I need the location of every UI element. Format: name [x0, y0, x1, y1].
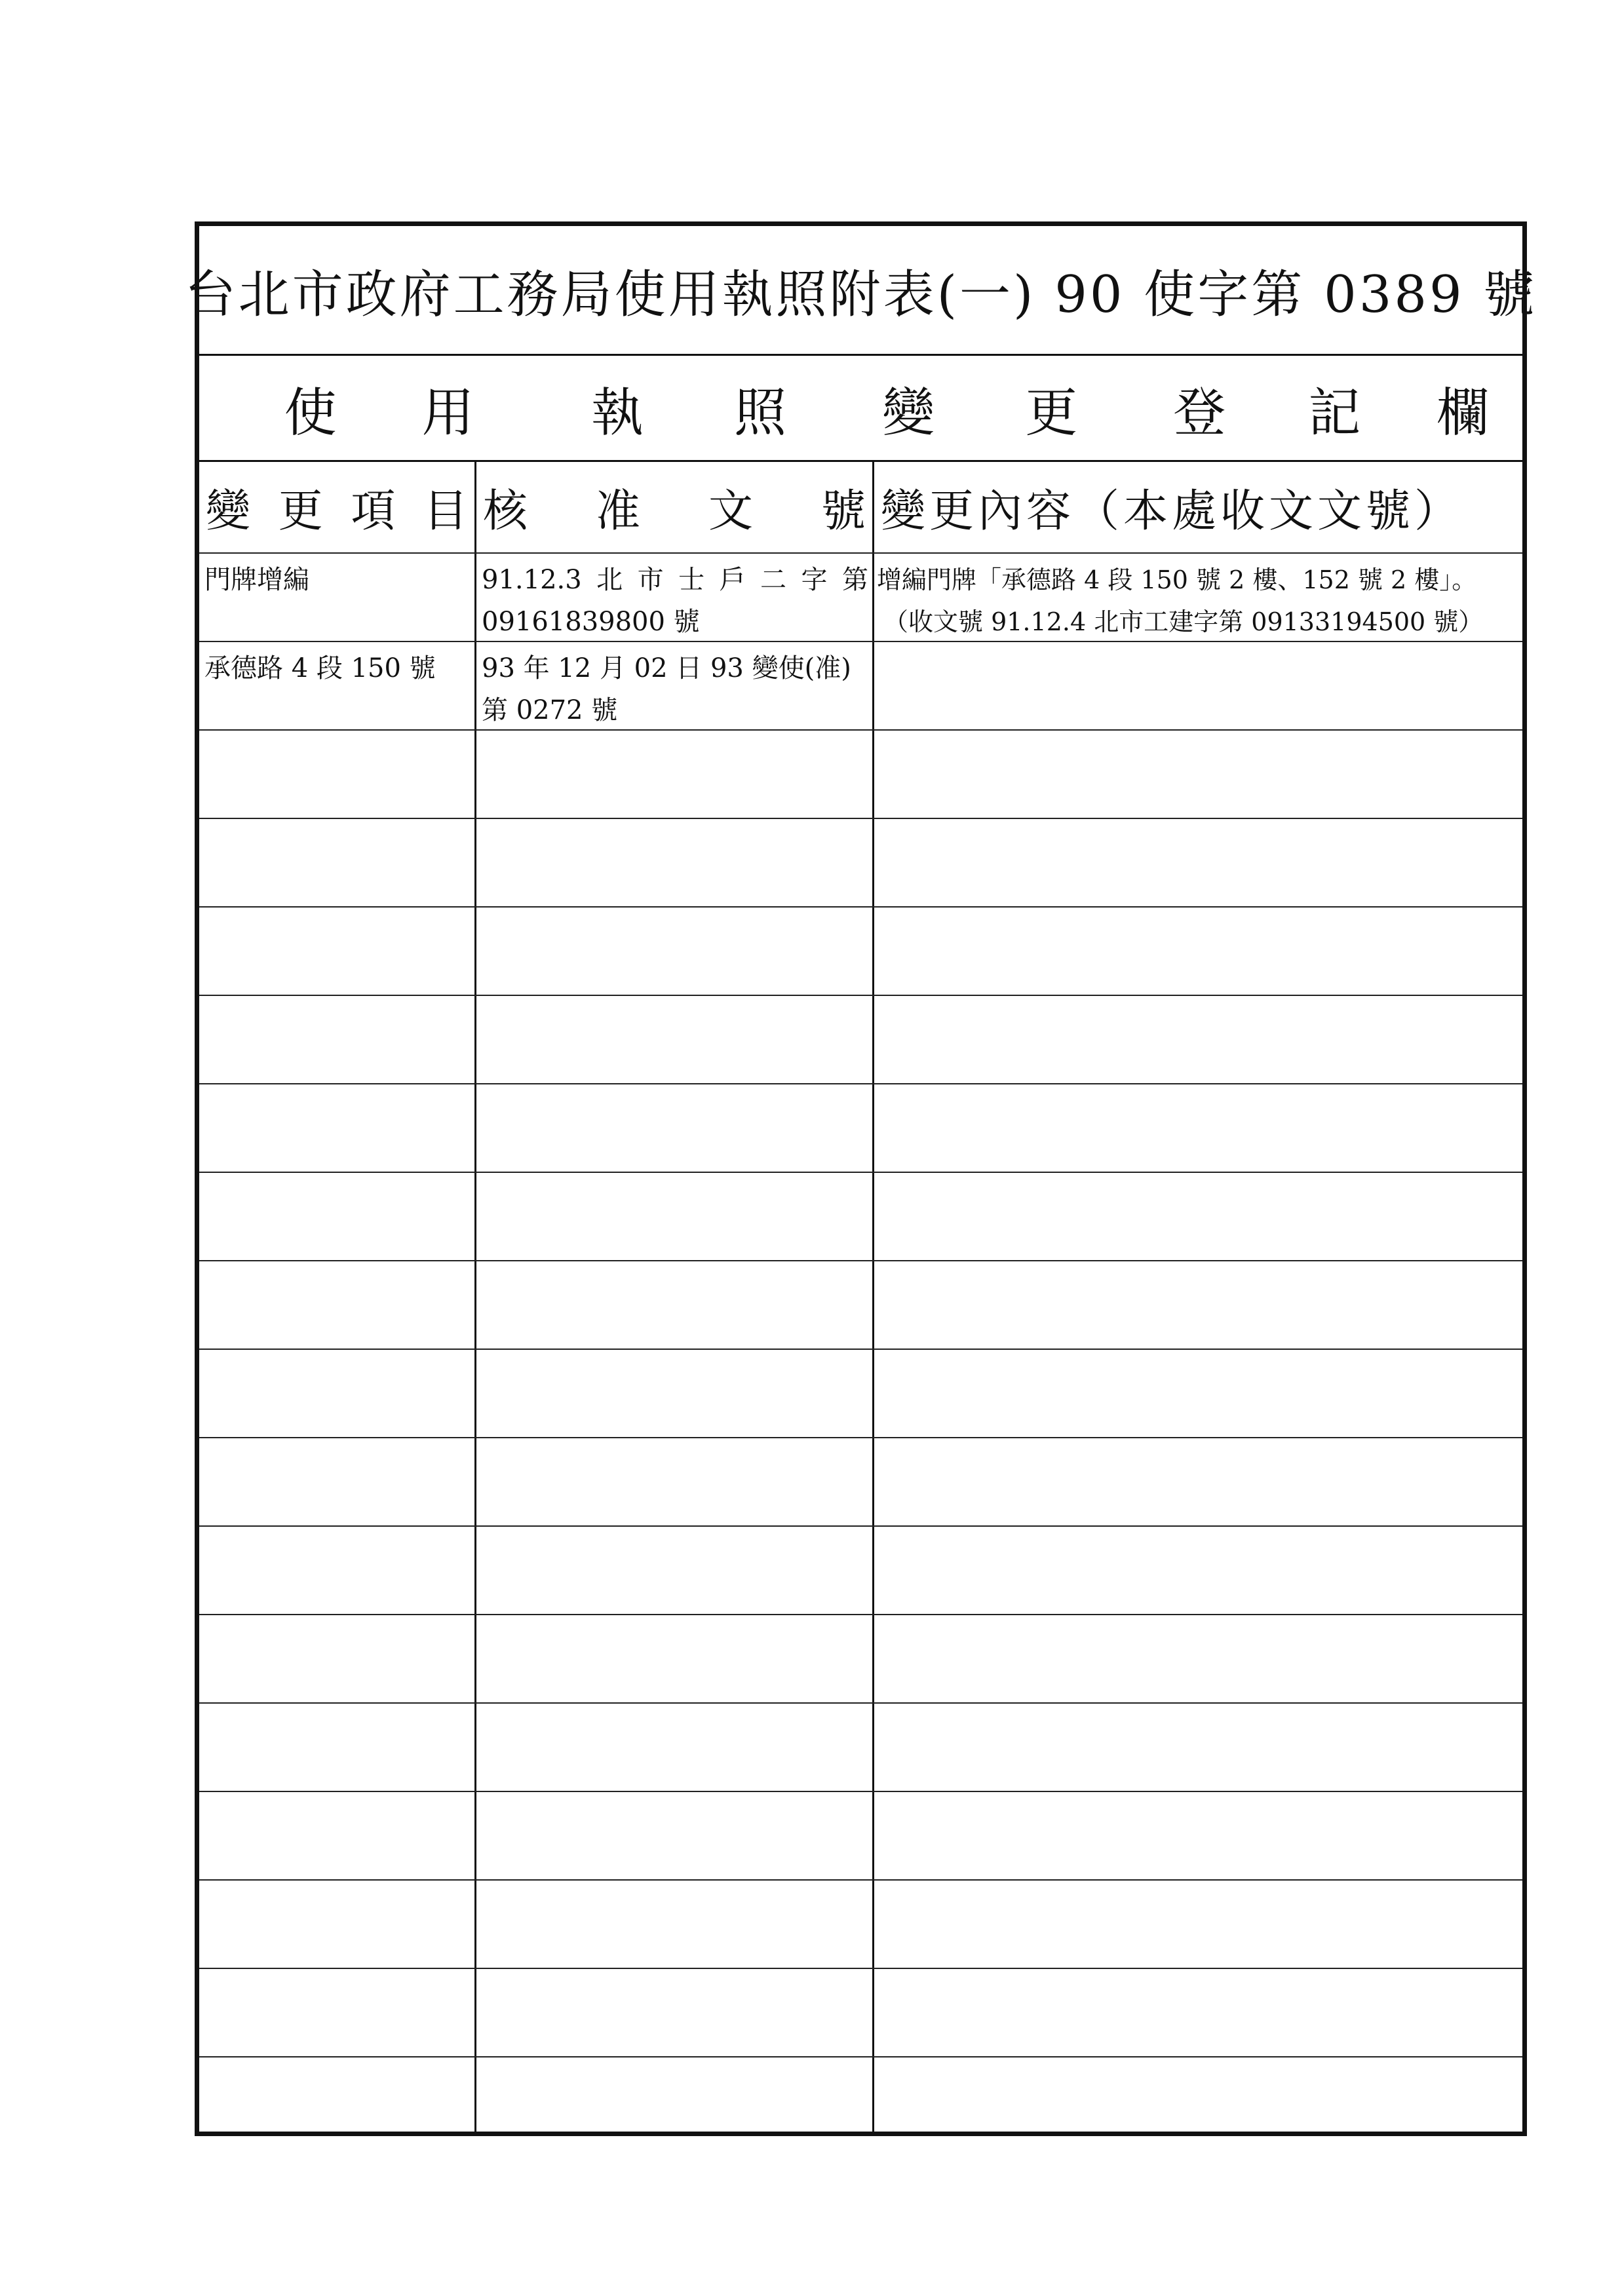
- section-heading-char: 用: [421, 382, 474, 443]
- row-2-item: 承德路 4 段 150 號: [204, 653, 436, 683]
- change-record-table: [199, 462, 1522, 2136]
- row-1-approval-line-1: 91.12.3 北 市 士 戶 二 字 第: [482, 565, 868, 595]
- row-2-approval-line-2: 第 0272 號: [482, 695, 618, 725]
- section-heading-char: 登: [1173, 382, 1226, 443]
- row-divider: [199, 818, 1522, 819]
- row-1-approval: [476, 552, 872, 641]
- section-heading-row: [199, 356, 1522, 462]
- row-2-approval-line-1: 93 年 12 月 02 日 93 變使(准): [482, 653, 851, 683]
- row-divider: [199, 1702, 1522, 1704]
- row-divider: [199, 906, 1522, 908]
- row-divider: [199, 1791, 1522, 1792]
- row-1-content-line-1: 增編門牌「承德路 4 段 150 號 2 樓、152 號 2 樓」。: [877, 565, 1477, 594]
- row-1-item: 門牌增編: [204, 565, 309, 595]
- form-title: 台北市政府工務局使用執照附表(一) 90 使字第 0389 號: [184, 265, 1537, 324]
- row-1-approval-line-2: 09161839800 號: [482, 607, 700, 637]
- row-divider: [199, 995, 1522, 996]
- row-divider: [199, 1968, 1522, 1969]
- section-heading-char: 更: [1025, 382, 1078, 443]
- row-1-content: [874, 552, 1523, 641]
- section-heading-char: 使: [284, 382, 337, 443]
- row-divider: [199, 1437, 1522, 1438]
- row-divider: [199, 1260, 1522, 1261]
- row-divider: [199, 1172, 1522, 1173]
- row-1-content-line-2: （收文號 91.12.4 北市工建字第 09133194500 號）: [883, 607, 1484, 636]
- row-divider: [199, 1614, 1522, 1615]
- section-heading-char: 記: [1308, 382, 1361, 443]
- section-heading-char: 變: [882, 382, 935, 443]
- row-divider: [199, 1525, 1522, 1527]
- row-divider: [199, 2056, 1522, 2057]
- form-title-row: [184, 226, 1537, 356]
- row-2-approval: [476, 641, 872, 729]
- section-heading-char: 執: [591, 382, 644, 443]
- section-heading-char: 照: [734, 382, 787, 443]
- usage-license-appendix-form: [184, 221, 1537, 2136]
- column-header-approval: 核 准 文 號: [483, 485, 866, 537]
- row-divider: [199, 1083, 1522, 1084]
- row-2-content: [874, 641, 1523, 729]
- section-heading-char: 欄: [1437, 382, 1490, 443]
- row-divider: [199, 1349, 1522, 1350]
- column-header-item: 變 更 項 目: [206, 485, 468, 537]
- column-header-content: 變更內容（本處收文文號）: [881, 485, 1463, 537]
- row-divider: [199, 1879, 1522, 1881]
